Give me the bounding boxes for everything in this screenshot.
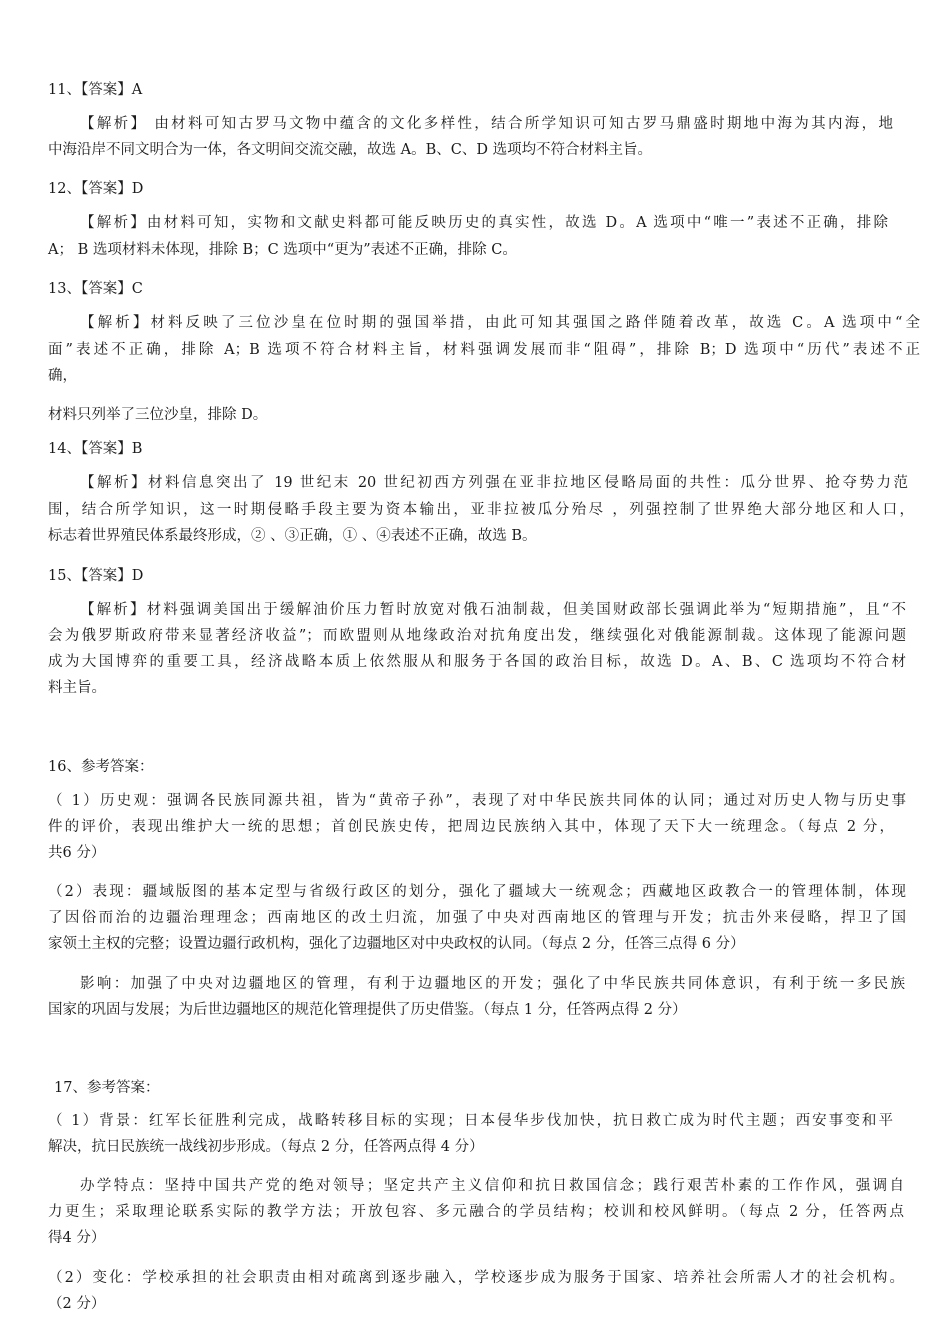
- q17-features-line-1: 办学特点：坚持中国共产党的绝对领导；坚定共产主义信仰和抗日救国信念；践行艰苦朴素的工作作风，强调自: [80, 1178, 904, 1194]
- q14-analysis-line-3: 标志着世界殖民体系最终形成，② 、③正确，① 、④表述不正确，故选 B。: [48, 528, 537, 544]
- q13-analysis-line-2: 面”表述不正确，排除 A；B 选项不符合材料主旨，材料强调发展而非“阻碍”，排除 B；D 选项中“历代”表述不正: [48, 342, 920, 358]
- q14-heading: 14、【答案】B: [48, 441, 143, 457]
- q16-heading: 16、参考答案：: [48, 759, 154, 775]
- q16-impact-line-1: 影响：加强了中央对边疆地区的管理，有利于边疆地区的开发；强化了中华民族共同体意识，有利于统一多民族: [80, 976, 905, 992]
- q14-analysis-line-1: 【解析】材料信息突出了 19 世纪末 20 世纪初西方列强在亚非拉地区侵略局面的共性：瓜分世界、抢夺势力范: [80, 475, 908, 491]
- q12-analysis-line-2: A； B 选项材料未体现，排除 B；C 选项中“更为”表述不正确，排除 C。: [48, 242, 517, 258]
- q11-analysis-line-2: 中海沿岸不同文明合为一体，各文明间交流交融，故选 A。B、C、D 选项均不符合材料主旨。: [48, 142, 653, 158]
- q17-features-line-2: 力更生；采取理论联系实际的教学方法；开放包容、多元融合的学员结构；校训和校风鲜明。（每点 2 分，任答两点: [48, 1204, 904, 1220]
- q14-analysis-line-2: 围，结合所学知识，这一时期侵略手段主要为资本输出，亚非拉被瓜分殆尽 ，列强控制了世界绝大部分地区和人口，: [48, 502, 914, 518]
- q11-analysis-line-1: 【解析】 由材料可知古罗马文物中蕴含的文化多样性，结合所学知识可知古罗马鼎盛时期地中海为其内海，地: [80, 116, 893, 132]
- q13-analysis-line-3: 确，: [48, 368, 77, 384]
- q13-heading: 13、【答案】C: [48, 281, 143, 297]
- q12-heading: 12、【答案】D: [48, 181, 144, 197]
- q17-part2-line-2: （2 分）: [48, 1296, 106, 1312]
- q17-part2-line-1: （2）变化：学校承担的社会职责由相对疏离到逐步融入，学校逐步成为服务于国家、培养社会所需人才的社会机构。: [48, 1270, 904, 1286]
- q13-analysis-line-4: 材料只列举了三位沙皇，排除 D。: [48, 407, 268, 423]
- q16-impact-line-2: 国家的巩固与发展；为后世边疆地区的规范化管理提供了历史借鉴。（每点 1 分，任答两点得 2 分）: [48, 1002, 687, 1018]
- q16-part1-line-3: 共6 分）: [48, 845, 106, 861]
- q15-analysis-line-2: 会为俄罗斯政府带来显著经济收益”；而欧盟则从地缘政治对抗角度出发，继续强化对俄能源制裁。这体现了能源问题: [48, 628, 906, 644]
- q16-part2-line-3: 家领土主权的完整；设置边疆行政机构，强化了边疆地区对中央政权的认同。（每点 2 分，任答三点得 6 分）: [48, 936, 745, 952]
- q17-part1-line-2: 解决，抗日民族统一战线初步形成。（每点 2 分，任答两点得 4 分）: [48, 1139, 484, 1155]
- q15-analysis-line-4: 料主旨。: [48, 680, 106, 696]
- q17-heading: 17、参考答案：: [54, 1080, 160, 1096]
- q13-analysis-line-1: 【解析】材料反映了三位沙皇在位时期的强国举措，由此可知其强国之路伴随着改革，故选 C。A 选项中“全: [80, 315, 920, 331]
- q12-analysis-line-1: 【解析】由材料可知，实物和文献史料都可能反映历史的真实性，故选 D。A 选项中“唯一”表述不正确，排除: [80, 215, 888, 231]
- q16-part1-line-1: （ 1）历史观：强调各民族同源共祖，皆为“黄帝子孙”，表现了对中华民族共同体的认同；通过对历史人物与历史事: [48, 793, 906, 809]
- q15-analysis-line-3: 成为大国博弈的重要工具，经济战略本质上依然服从和服务于各国的政治目标，故选 D。A、B、C 选项均不符合材: [48, 654, 906, 670]
- q16-part2-line-2: 了因俗而治的边疆治理理念；西南地区的改土归流，加强了中央对西南地区的管理与开发；抗击外来侵略，捍卫了国: [48, 910, 906, 926]
- q16-part2-line-1: （2）表现：疆域版图的基本定型与省级行政区的划分，强化了疆域大一统观念；西藏地区政教合一的管理体制，体现: [48, 884, 906, 900]
- q11-heading: 11、【答案】A: [48, 82, 143, 98]
- q17-features-line-3: 得4 分）: [48, 1230, 106, 1246]
- q16-part1-line-2: 件的评价，表现出维护大一统的思想；首创民族史传，把周边民族纳入其中，体现了天下大一统理念。（每点 2 分，: [48, 819, 894, 835]
- q17-part1-line-1: （ 1）背景：红军长征胜利完成，战略转移目标的实现；日本侵华步伐加快，抗日救亡成为时代主题；西安事变和平: [48, 1113, 893, 1129]
- q15-analysis-line-1: 【解析】材料强调美国出于缓解油价压力暂时放宽对俄石油制裁，但美国财政部长强调此举为“短期措施”，且“不: [80, 602, 906, 618]
- q15-heading: 15、【答案】D: [48, 568, 144, 584]
